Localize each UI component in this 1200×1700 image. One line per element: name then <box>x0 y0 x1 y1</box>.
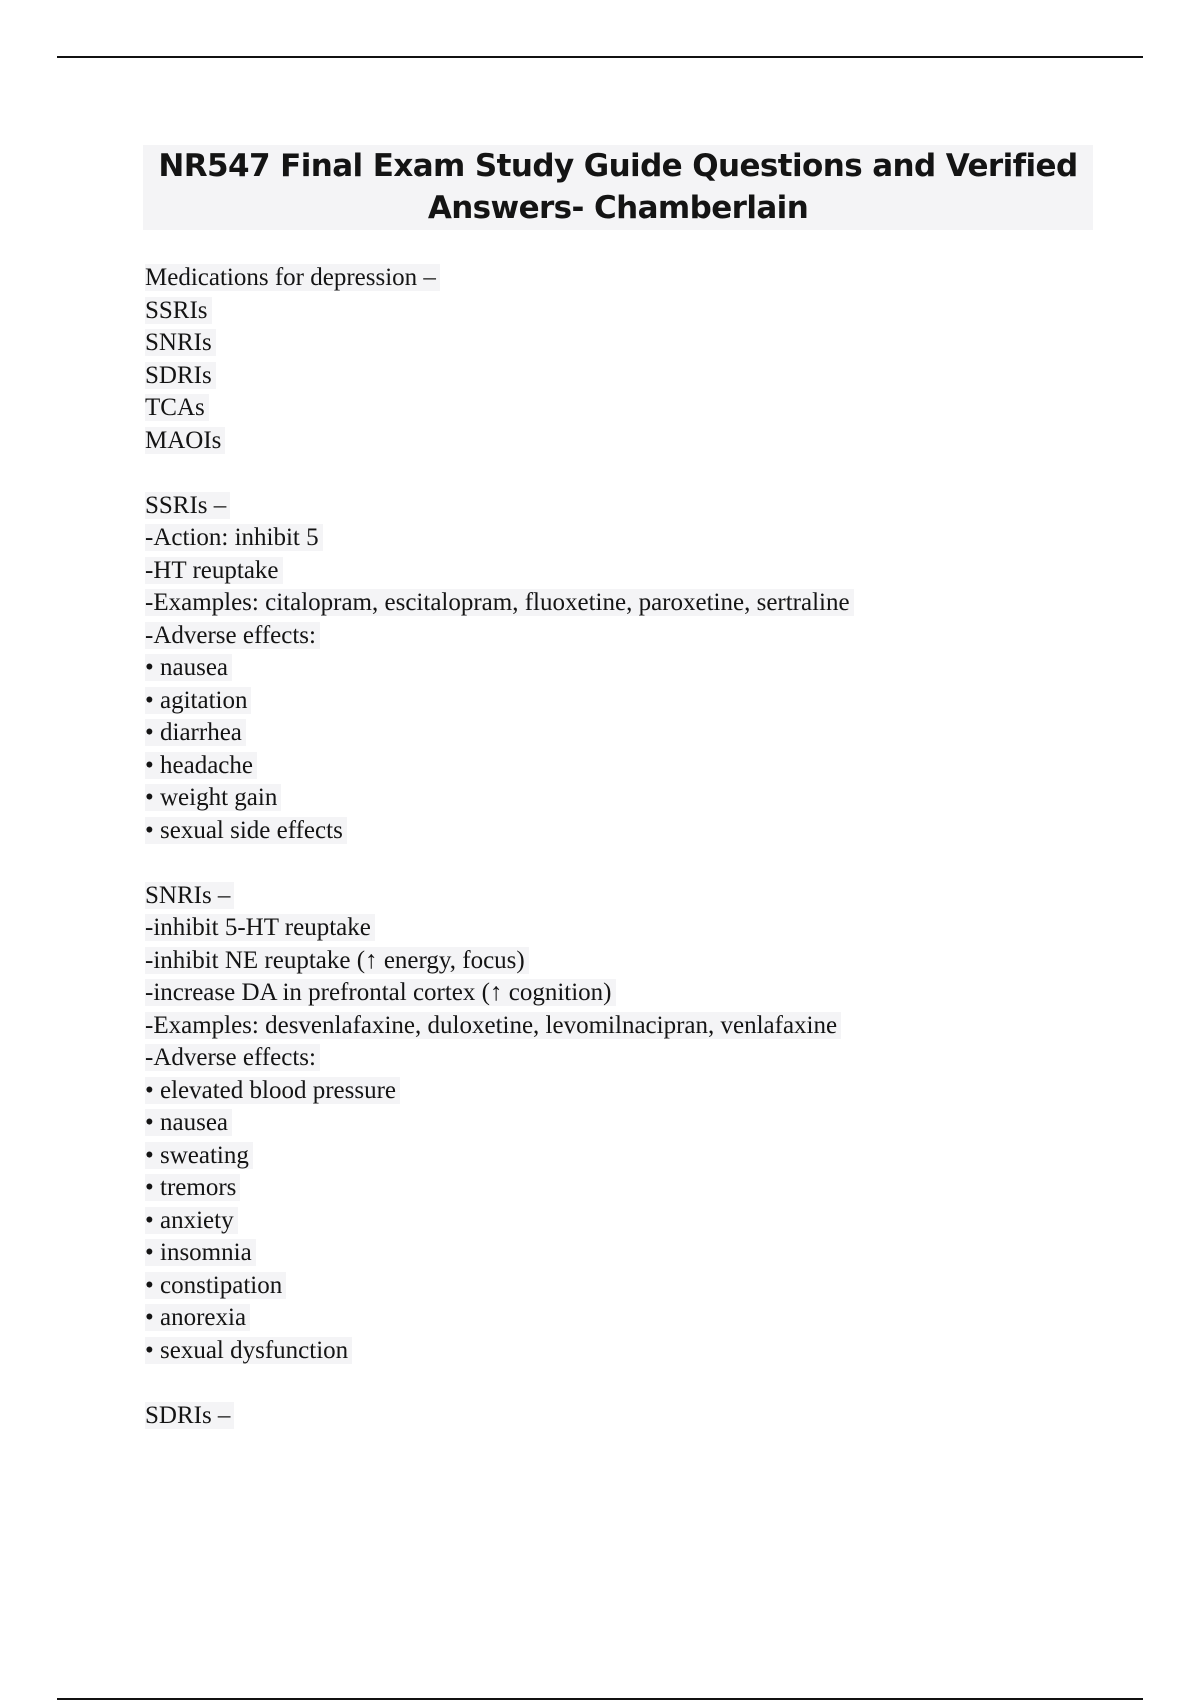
line-text: • agitation <box>145 687 251 714</box>
text-line <box>145 555 1105 588</box>
page-top-rule <box>57 56 1143 58</box>
text-line <box>145 295 1105 328</box>
line-text: MAOIs <box>145 427 225 454</box>
line-text: -Adverse effects: <box>145 1044 320 1071</box>
bullet-item <box>145 1335 1105 1368</box>
line-text: • constipation <box>145 1272 286 1299</box>
document-title-line-1: NR547 Final Exam Study Guide Questions and Verified <box>158 148 1078 184</box>
line-text: -inhibit NE reuptake (↑ energy, focus) <box>145 947 529 974</box>
document-body <box>145 262 1105 1432</box>
text-line <box>145 880 1105 913</box>
line-text: SDRIs – <box>145 1402 234 1429</box>
bullet-item <box>145 1270 1105 1303</box>
line-text: Medications for depression – <box>145 264 440 291</box>
bullet-item <box>145 1205 1105 1238</box>
line-text: • insomnia <box>145 1239 256 1266</box>
line-text: • sweating <box>145 1142 253 1169</box>
text-line <box>145 392 1105 425</box>
line-text: SNRIs <box>145 329 216 356</box>
line-text: TCAs <box>145 394 209 421</box>
bullet-item <box>145 782 1105 815</box>
blank-line <box>145 457 1105 490</box>
line-text: • diarrhea <box>145 719 246 746</box>
bullet-item <box>145 1237 1105 1270</box>
line-text: -inhibit 5-HT reuptake <box>145 914 375 941</box>
line-text: • weight gain <box>145 784 281 811</box>
line-text: -HT reuptake <box>145 557 283 584</box>
text-line <box>145 490 1105 523</box>
text-line <box>145 425 1105 458</box>
text-line <box>145 1010 1105 1043</box>
bullet-item <box>145 717 1105 750</box>
blank-line <box>145 1367 1105 1400</box>
blank-line <box>145 847 1105 880</box>
line-text: -increase DA in prefrontal cortex (↑ cognition) <box>145 979 616 1006</box>
bullet-item <box>145 1140 1105 1173</box>
line-text: • nausea <box>145 654 232 681</box>
line-text: SSRIs – <box>145 492 230 519</box>
line-text: -Action: inhibit 5 <box>145 524 323 551</box>
text-line <box>145 977 1105 1010</box>
text-line <box>145 912 1105 945</box>
line-text: • sexual dysfunction <box>145 1337 352 1364</box>
line-text: -Examples: citalopram, escitalopram, fluoxetine, paroxetine, sertraline <box>145 589 854 616</box>
bullet-item <box>145 815 1105 848</box>
line-text: SDRIs <box>145 362 216 389</box>
line-text: • anxiety <box>145 1207 238 1234</box>
bullet-item <box>145 1172 1105 1205</box>
line-text: -Examples: desvenlafaxine, duloxetine, levomilnacipran, venlafaxine <box>145 1012 841 1039</box>
line-text: -Adverse effects: <box>145 622 320 649</box>
line-text: • tremors <box>145 1174 240 1201</box>
bullet-item <box>145 652 1105 685</box>
document-title-line-2: Answers- Chamberlain <box>427 190 809 226</box>
line-text: • sexual side effects <box>145 817 347 844</box>
text-line <box>145 620 1105 653</box>
text-line <box>145 262 1105 295</box>
document-title <box>143 145 1093 230</box>
text-line <box>145 327 1105 360</box>
text-line <box>145 1400 1105 1433</box>
text-line <box>145 945 1105 978</box>
line-text: • anorexia <box>145 1304 250 1331</box>
bullet-item <box>145 1075 1105 1108</box>
bullet-item <box>145 685 1105 718</box>
text-line <box>145 587 1105 620</box>
text-line <box>145 360 1105 393</box>
text-line <box>145 522 1105 555</box>
line-text: SNRIs – <box>145 882 234 909</box>
line-text: • elevated blood pressure <box>145 1077 400 1104</box>
text-line <box>145 1042 1105 1075</box>
line-text: SSRIs <box>145 297 212 324</box>
bullet-item <box>145 1302 1105 1335</box>
line-text: • headache <box>145 752 257 779</box>
line-text: • nausea <box>145 1109 232 1136</box>
bullet-item <box>145 750 1105 783</box>
bullet-item <box>145 1107 1105 1140</box>
